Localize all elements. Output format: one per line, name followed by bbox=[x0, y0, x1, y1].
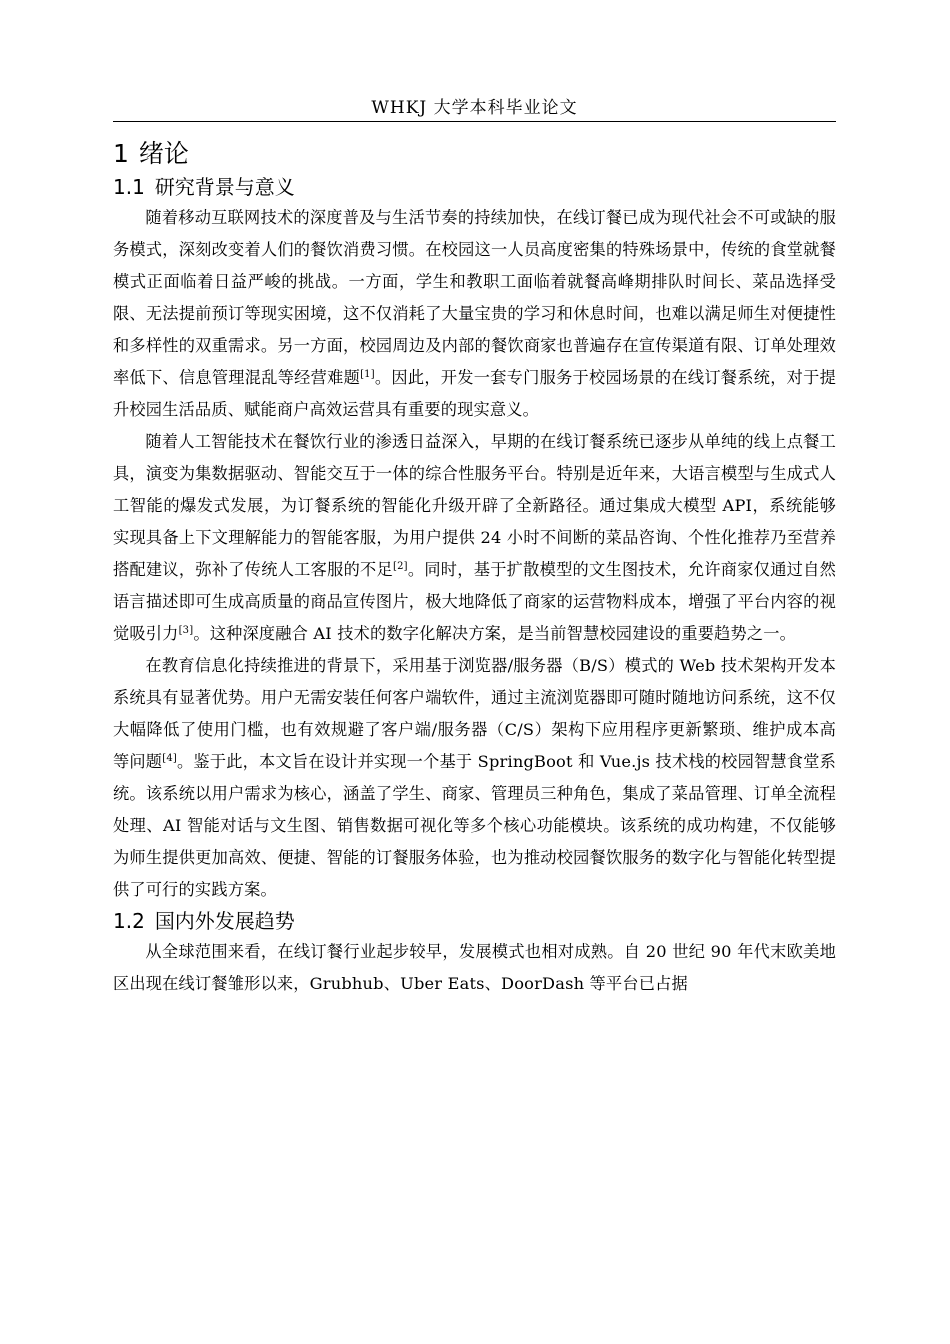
paragraph-text: 。因此，开发一套专门服务于校园场景的在线订餐系统，对于提升校园生活品质、赋能商户高效运营具有重要的现实意义。 bbox=[113, 368, 836, 419]
paragraph-2 bbox=[113, 426, 836, 650]
citation-ref: [4] bbox=[162, 753, 177, 764]
header-rule bbox=[113, 121, 836, 122]
section-heading-1-2 bbox=[113, 906, 836, 936]
section-heading-1-1 bbox=[113, 172, 836, 202]
chapter-heading bbox=[113, 136, 836, 172]
paragraph-text: 从全球范围来看，在线订餐行业起步较早，发展模式也相对成熟。自 20 世纪 90 年代末欧美地区出现在线订餐雏形以来，Grubhub、Uber Eats、DoorDash 等平台已占据 bbox=[113, 942, 836, 993]
section-title: 研究背景与意义 bbox=[154, 175, 295, 199]
paragraph-1 bbox=[113, 202, 836, 426]
chapter-number: 1 bbox=[113, 139, 129, 168]
paragraph-text: 。鉴于此，本文旨在设计并实现一个基于 SpringBoot 和 Vue.js 技术栈的校园智慧食堂系统。该系统以用户需求为核心，涵盖了学生、商家、管理员三种角色，集成了菜品管理、订单全流程处理、AI 智能对话与文生图、销售数据可视化等多个核心功能模块。该系统的成功构建，不仅能够为师生提供更加高效、便捷、智能的订餐服务体验，也为推动校园餐饮服务的数字化与智能化转型提供了可行的实践方案。 bbox=[113, 752, 836, 899]
paragraph-text: 。同时，基于扩散模型的文生图技术，允许商家仅通过自然语言描述即可生成高质量的商品宣传图片，极大地降低了商家的运营物料成本，增强了平台内容的视觉吸引力 bbox=[113, 560, 836, 643]
citation-ref: [2] bbox=[393, 561, 408, 572]
section-number: 1.2 bbox=[113, 909, 145, 933]
paragraph-4 bbox=[113, 936, 836, 1000]
page-content bbox=[113, 130, 836, 1000]
paragraph-text: 。这种深度融合 AI 技术的数字化解决方案，是当前智慧校园建设的重要趋势之一。 bbox=[193, 624, 797, 643]
citation-ref: [1] bbox=[360, 369, 375, 380]
paragraph-3 bbox=[113, 650, 836, 906]
section-title: 国内外发展趋势 bbox=[154, 909, 295, 933]
paragraph-text: 随着移动互联网技术的深度普及与生活节奏的持续加快，在线订餐已成为现代社会不可或缺的服务模式，深刻改变着人们的餐饮消费习惯。在校园这一人员高度密集的特殊场景中，传统的食堂就餐模式正面临着日益严峻的挑战。一方面，学生和教职工面临着就餐高峰期排队时间长、菜品选择受限、无法提前预订等现实困境，这不仅消耗了大量宝贵的学习和休息时间，也难以满足师生对便捷性和多样性的双重需求。另一方面，校园周边及内部的餐饮商家也普遍存在宣传渠道有限、订单处理效率低下、信息管理混乱等经营难题 bbox=[113, 208, 836, 387]
chapter-title: 绪论 bbox=[138, 139, 189, 168]
section-number: 1.1 bbox=[113, 175, 145, 199]
paragraph-text: 在教育信息化持续推进的背景下，采用基于浏览器/服务器（B/S）模式的 Web 技术架构开发本系统具有显著优势。用户无需安装任何客户端软件，通过主流浏览器即可随时随地访问系统，这不仅大幅降低了使用门槛，也有效规避了客户端/服务器（C/S）架构下应用程序更新繁琐、维护成本高等问题 bbox=[113, 656, 836, 771]
citation-ref: [3] bbox=[178, 625, 194, 636]
paragraph-text: 随着人工智能技术在餐饮行业的渗透日益深入，早期的在线订餐系统已逐步从单纯的线上点餐工具，演变为集数据驱动、智能交互于一体的综合性服务平台。特别是近年来，大语言模型与生成式人工智能的爆发式发展，为订餐系统的智能化升级开辟了全新路径。通过集成大模型 API，系统能够实现具备上下文理解能力的智能客服，为用户提供 24 小时不间断的菜品咨询、个性化推荐乃至营养搭配建议，弥补了传统人工客服的不足 bbox=[113, 432, 836, 579]
running-header: WHKJ 大学本科毕业论文 bbox=[371, 98, 578, 118]
